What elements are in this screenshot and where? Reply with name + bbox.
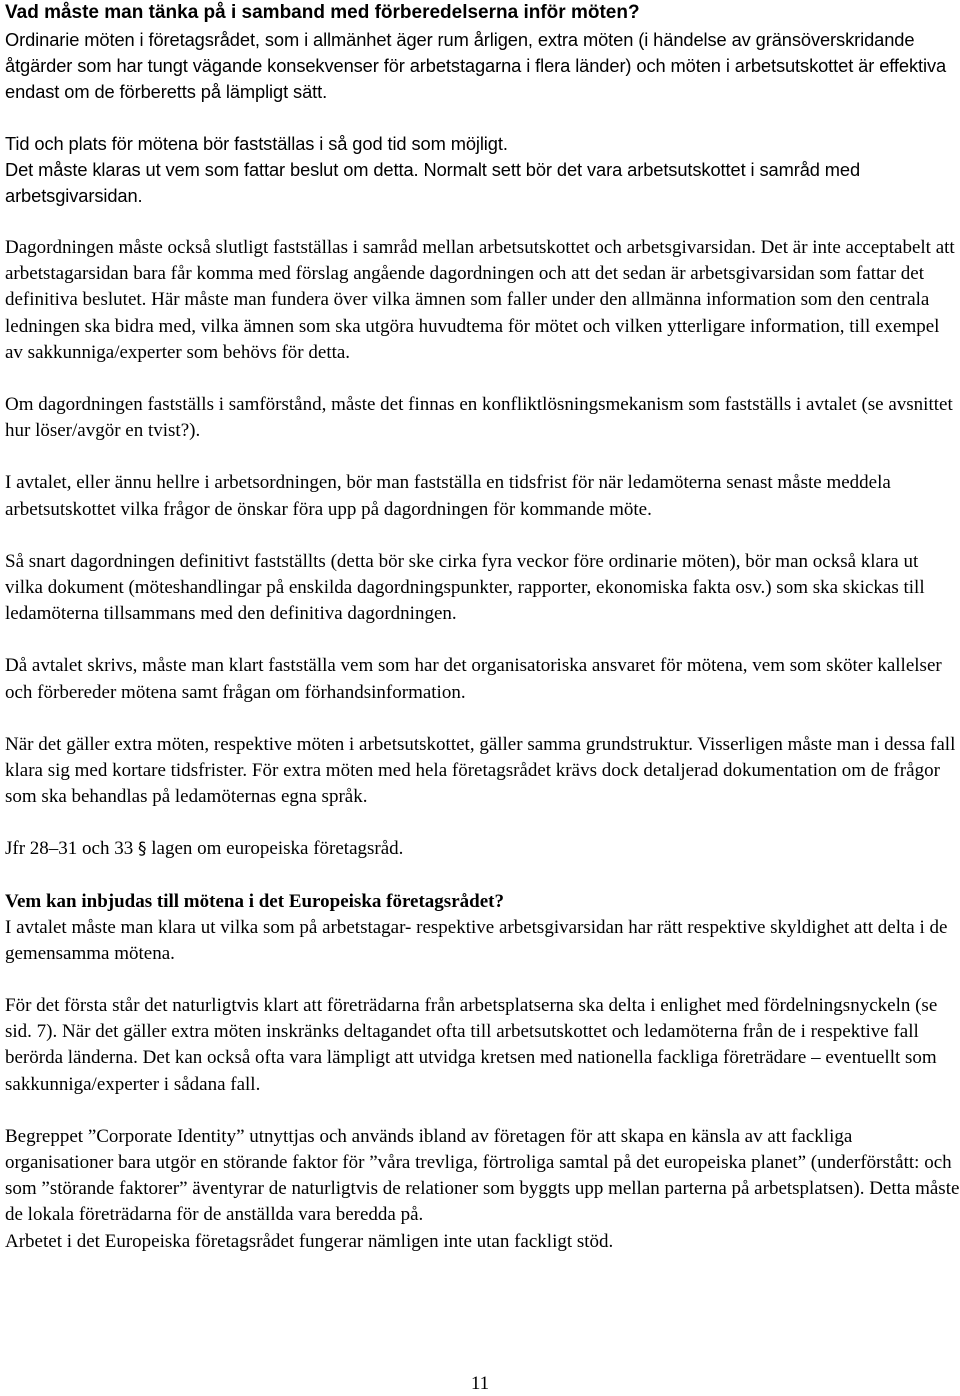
- body-paragraph-extra-meetings: När det gäller extra möten, respektive möten i arbetsutskottet, gäller samma grundstruktur. Visserligen måste man i dessa fall klara sig med kortare tidsfrister. För extra möten med hela företagsrådet krävs dock detaljerad dokumentation om de frågor som ska behandlas på ledamöternas egna språk.: [5, 733, 956, 808]
- body-paragraph-deadline: I avtalet, eller ännu hellre i arbetsordningen, bör man fastställa en tidsfrist för när ledamöterna senast måste meddela arbetsutskottet vilka frågor de önskar föra upp på dagordningen för kommande möte.: [5, 472, 891, 520]
- invitees-paragraph-1: I avtalet måste man klara ut vilka som på arbetstagar- respektive arbetsgivarsidan har rätt respektive skyldighet att delta i de gemensamma mötena.: [5, 916, 948, 964]
- page-number: 11: [470, 1373, 490, 1394]
- intro-paragraph-1: Ordinarie möten i företagsrådet, som i allmänhet äger rum årligen, extra möten (i händelse av gränsöverskridande åtgärder som har tungt vägande konsekvenser för arbetstagarna i flera länder) och möten i arbetsutskottet är effektiva endast om de förberetts på lämpligt sätt.: [5, 29, 947, 102]
- legal-reference-text-after: lagen om europeiska företagsråd.: [146, 838, 404, 860]
- invitees-paragraph-3: Begreppet ”Corporate Identity” utnyttjas och används ibland av företagen för att skapa en känsla av att fackliga organisationer bara utgör en störande faktor för ”våra trevliga, förtroliga samtal på det europeiska planet” (underförstått: och som ”störande faktorer” äventyrar de naturligtvis de relationer som byggts upp mellan parterna på arbetsplatsen). Detta måste de lokala företrädarna för de anställda vara beredda på.: [5, 1125, 960, 1226]
- page-heading: Vad måste man tänka på i samband med förberedelserna inför möten?: [5, 2, 640, 23]
- intro-paragraph-2-line-1: Tid och plats för mötena bör fastställas i så god tid som möjligt.: [5, 133, 508, 154]
- body-paragraph-conflict: Om dagordningen fastställs i samförstånd, måste det finnas en konfliktlösningsmekanism som fastställs i avtalet (se avsnittet hur löser/avgör en tvist?).: [5, 394, 953, 442]
- section-heading-invitees: Vem kan inbjudas till mötena i det Europeiska företagsrådet?: [5, 890, 504, 912]
- body-paragraph-agenda: Dagordningen måste också slutligt fastställas i samråd mellan arbetsutskottet och arbetsgivarsidan. Det är inte acceptabelt att arbetstagarsidan bara får komma med förslag angående dagordningen och att det sedan är arbetsgivarsidan som fattar det definitiva beslutet. Här måste man fundera över vilka ämnen som faller under den allmänna information som den centrala ledningen ska bidra med, vilka ämnen som ska utgöra huvudtema för mötet och vilken ytterligare information, till exempel av sakkunniga/experter som behövs för detta.: [5, 237, 955, 363]
- body-paragraph-documents: Så snart dagordningen definitivt fastställts (detta bör ske cirka fyra veckor före ordinarie möten), bör man också klara ut vilka dokument (möteshandlingar på enskilda dagordningspunkter, rapporter, ekonomiska fakta osv.) som ska skickas till ledamöterna tillsammans med den definitiva dagordningen.: [5, 550, 925, 625]
- body-paragraph-responsibility: Då avtalet skrivs, måste man klart fastställa vem som har det organisatoriska ansvaret för mötena, vem som sköter kallelser och förbereder mötena samt frågan om förhandsinformation.: [5, 655, 942, 703]
- section-sign-icon: §: [137, 839, 147, 860]
- document-page: [5, 0, 960, 1255]
- invitees-paragraph-4: Arbetet i det Europeiska företagsrådet fungerar nämligen inte utan fackligt stöd.: [5, 1230, 614, 1252]
- invitees-paragraph-2: För det första står det naturligtvis klart att företrädarna från arbetsplatserna ska delta i enlighet med fördelningsnyckeln (se sid. 7). När det gäller extra möten inskränks deltagandet ofta till arbetsutskottet och ledamöterna från de i respektive fall berörda länderna. Det kan också ofta vara lämpligt att utvidga kretsen med nationella fackliga företrädare – eventuellt som sakkunniga/experter i sådana fall.: [5, 995, 938, 1095]
- legal-reference: [5, 836, 960, 862]
- intro-paragraph-2-line-2: Det måste klaras ut vem som fattar beslut om detta. Normalt sett bör det vara arbetsutskottet i samråd med arbetsgivarsidan.: [5, 159, 861, 206]
- legal-reference-text-before: Jfr 28–31 och 33: [5, 838, 138, 860]
